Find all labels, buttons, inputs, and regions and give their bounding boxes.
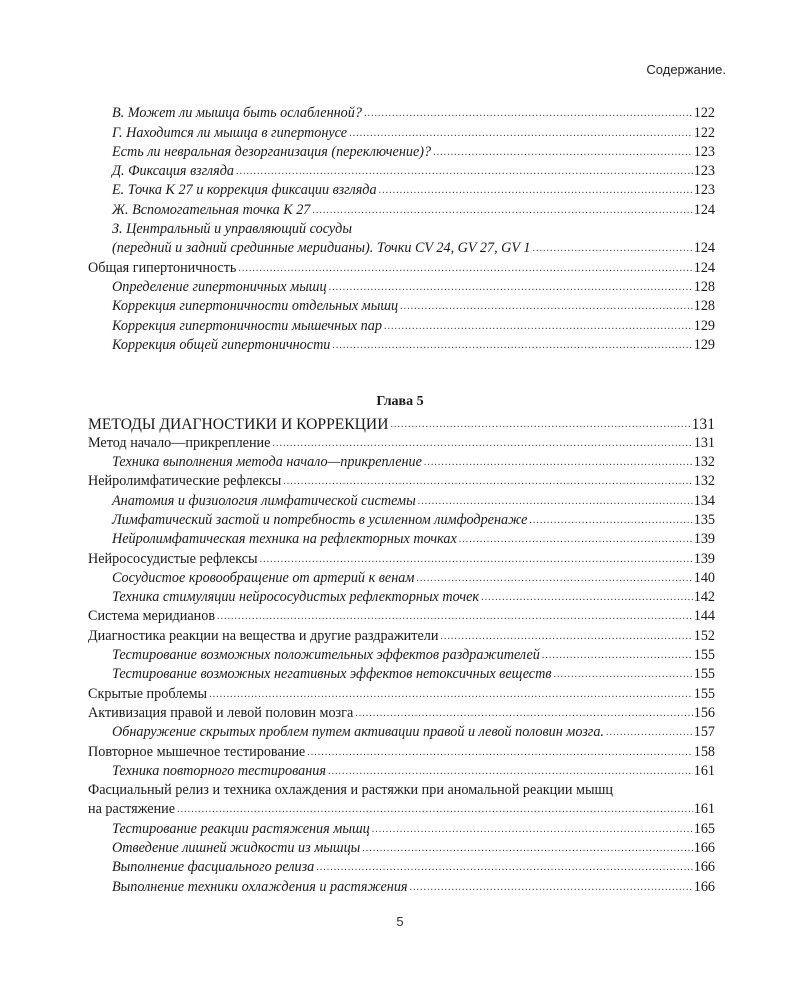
toc-entry[interactable] (88, 510, 715, 529)
toc-section-2 (88, 413, 715, 896)
dot-leader (329, 283, 693, 293)
toc-entry-title: на растяжение (88, 801, 176, 818)
dot-leader (316, 863, 692, 873)
toc-entry-title: Обнаружение скрытых проблем путем активации правой и левой половин мозга. (112, 724, 604, 741)
toc-entry-title: Ж. Вспомогательная точка К 27 (112, 201, 311, 218)
toc-entry[interactable] (88, 142, 715, 161)
dot-leader (418, 497, 693, 507)
dot-leader (416, 574, 692, 584)
dot-leader (481, 593, 693, 603)
toc-entry-page: 144 (693, 608, 715, 625)
toc-entry-title: Коррекция гипертоничности отдельных мышц (112, 298, 399, 315)
toc-entry[interactable] (88, 799, 715, 818)
toc-entry-page: 139 (693, 550, 715, 567)
dot-leader (379, 186, 693, 196)
toc-entry[interactable] (88, 587, 715, 606)
toc-entry-page: 152 (693, 627, 715, 644)
toc-entry-title: Техника выполнения метода начало—прикрепление (112, 454, 422, 471)
dot-leader (440, 632, 692, 642)
toc-entry[interactable] (88, 645, 715, 664)
dot-leader (217, 612, 693, 622)
dot-leader (400, 302, 693, 312)
dot-leader (177, 805, 693, 815)
toc-entry[interactable] (88, 199, 715, 218)
toc-entry-first-line: Фасциальный релиз и техника охлаждения и растяжки при аномальной реакции мышц (88, 782, 613, 799)
toc-entry[interactable] (88, 471, 715, 490)
toc-entry-page: 129 (693, 317, 715, 334)
toc-entry-page: 123 (693, 163, 715, 180)
toc-entry[interactable] (88, 818, 715, 837)
toc-entry-title: Отведение лишней жидкости из мышцы (112, 840, 361, 857)
toc-entry[interactable] (88, 568, 715, 587)
toc-entry-title: Повторное мышечное тестирование (88, 743, 306, 760)
toc-entry-page: 122 (693, 105, 715, 122)
dot-leader (390, 420, 690, 430)
toc-entry[interactable] (88, 857, 715, 876)
dot-leader (355, 709, 692, 719)
dot-leader (410, 883, 693, 893)
toc-entry-title: Коррекция гипертоничности мышечных пар (112, 317, 382, 334)
toc-entry-title: Тестирование реакции растяжения мышц (112, 820, 370, 837)
toc-entry-page: 128 (693, 278, 715, 295)
toc-entry-title: Выполнение техники охлаждения и растяжения (112, 878, 408, 895)
toc-entry-title: Метод начало—прикрепление (88, 434, 271, 451)
toc-entry[interactable] (88, 548, 715, 567)
toc-entry-page: 134 (693, 492, 715, 509)
toc-entry[interactable] (88, 761, 715, 780)
toc-entry[interactable] (88, 413, 715, 433)
toc-entry-title: (передний и задний срединные меридианы). Точки CV 24, GV 27, GV 1 (112, 240, 531, 257)
toc-entry-page: 158 (693, 743, 715, 760)
dot-leader (328, 767, 693, 777)
toc-entry[interactable] (88, 335, 715, 354)
toc-entry-page: 166 (693, 859, 715, 876)
toc-entry-title: В. Может ли мышца быть ослабленной? (112, 105, 362, 122)
toc-entry-title: Техника стимуляции нейрососудистых рефлекторных точек (112, 589, 480, 606)
dot-leader (433, 148, 693, 158)
toc-entry[interactable] (88, 490, 715, 509)
toc-entry-page: 155 (693, 685, 715, 702)
toc-entry-title: Скрытые проблемы (88, 685, 208, 702)
toc-entry-page: 155 (693, 666, 715, 683)
dot-leader (238, 264, 692, 274)
toc-entry[interactable] (88, 103, 715, 122)
toc-entry-page: 132 (693, 454, 715, 471)
toc-entry[interactable] (88, 433, 715, 452)
dot-leader (529, 516, 692, 526)
dot-leader (332, 341, 692, 351)
toc-entry-title: Нейролимфатические рефлексы (88, 473, 282, 490)
dot-leader (372, 825, 693, 835)
dot-leader (362, 844, 692, 854)
toc-entry[interactable] (88, 606, 715, 625)
toc-entry-title: Тестирование возможных негативных эффектов нетоксичных веществ (112, 666, 552, 683)
toc-entry-title: Техника повторного тестирования (112, 762, 326, 779)
toc-section-1 (88, 103, 715, 354)
dot-leader (364, 109, 693, 119)
toc-entry[interactable] (88, 876, 715, 895)
toc-entry-page: 155 (693, 647, 715, 664)
toc-entry-title: Нейролимфатическая техника на рефлекторных точках (112, 531, 457, 548)
toc-entry[interactable] (88, 238, 715, 257)
dot-leader (209, 690, 693, 700)
toc-entry-page: 140 (693, 569, 715, 586)
dot-leader (554, 670, 693, 680)
toc-entry[interactable] (88, 683, 715, 702)
toc-entry-page: 128 (693, 298, 715, 315)
toc-entry[interactable] (88, 315, 715, 334)
dot-leader (349, 129, 693, 139)
toc-entry-page: 124 (693, 259, 715, 276)
toc-entry-title: Выполнение фасциального релиза (112, 859, 315, 876)
toc-entry-title: Активизация правой и левой половин мозга (88, 704, 354, 721)
toc-entry[interactable] (88, 452, 715, 471)
toc-entry[interactable] (88, 703, 715, 722)
chapter-title: Глава 5 (376, 394, 424, 409)
toc-entry-title: Нейрососудистые рефлексы (88, 550, 258, 567)
toc-entry-first-line: З. Центральный и управляющий сосуды (112, 221, 352, 238)
toc-entry-title: Е. Точка К 27 и коррекция фиксации взгляда (112, 182, 377, 199)
toc-entry-page: 122 (693, 124, 715, 141)
toc-entry-title: Анатомия и физиология лимфатической системы (112, 492, 416, 509)
toc-entry-page: 139 (693, 531, 715, 548)
toc-entry[interactable] (88, 296, 715, 315)
toc-entry-title: Диагностика реакции на вещества и другие раздражители (88, 627, 439, 644)
running-title: Содержание. (646, 62, 726, 77)
toc-entry-title: Есть ли невральная дезорганизация (переключение)? (112, 143, 432, 160)
toc-entry-title: Д. Фиксация взгляда (112, 163, 234, 180)
toc-entry-title: Г. Находится ли мышца в гипертонусе (112, 124, 348, 141)
toc-entry-title: Сосудистое кровообращение от артерий к венам (112, 569, 415, 586)
toc-entry[interactable] (88, 722, 715, 741)
toc-entry-title: Лимфатический застой и потребность в усиленном лимфодренаже (112, 511, 528, 528)
toc-entry[interactable] (88, 180, 715, 199)
toc-entry-title: Общая гипертоничность (88, 259, 237, 276)
toc-entry[interactable] (88, 122, 715, 141)
toc-entry[interactable] (88, 277, 715, 296)
toc-entry-page: 135 (693, 511, 715, 528)
toc-entry-title: Система меридианов (88, 608, 216, 625)
toc-entry-page: 156 (693, 704, 715, 721)
toc-entry-title: Коррекция общей гипертоничности (112, 336, 331, 353)
toc-entry[interactable] (88, 664, 715, 683)
dot-leader (272, 439, 692, 449)
dot-leader (532, 244, 692, 254)
toc-entry-page: 157 (693, 724, 715, 741)
dot-leader (606, 728, 693, 738)
toc-entry[interactable] (88, 161, 715, 180)
dot-leader (283, 477, 692, 487)
toc-entry-page: 124 (693, 201, 715, 218)
toc-entry-page: 123 (693, 182, 715, 199)
dot-leader (312, 206, 692, 216)
toc-entry-page: 166 (693, 878, 715, 895)
toc-entry-page: 142 (693, 589, 715, 606)
toc-entry-page: 161 (693, 801, 715, 818)
dot-leader (384, 322, 693, 332)
toc-entry-title: Определение гипертоничных мышц (112, 278, 327, 295)
dot-leader (307, 748, 692, 758)
dot-leader (424, 458, 693, 468)
toc-entry-page: 123 (693, 143, 715, 160)
dot-leader (236, 167, 693, 177)
toc-entry-page: 124 (693, 240, 715, 257)
toc-entry[interactable] (88, 257, 715, 276)
toc-entry[interactable] (88, 529, 715, 548)
toc-entry[interactable] (88, 625, 715, 644)
toc-entry-page: 166 (693, 840, 715, 857)
dot-leader (260, 555, 693, 565)
dot-leader (459, 535, 693, 545)
toc-entry-page: 131 (693, 434, 715, 451)
toc-entry-page: 161 (693, 762, 715, 779)
toc-entry-page: 129 (693, 336, 715, 353)
toc-entry[interactable] (88, 741, 715, 760)
toc-entry-page: 132 (693, 473, 715, 490)
toc-entry-title: Тестирование возможных положительных эффектов раздражителей (112, 647, 540, 664)
toc-entry-title: МЕТОДЫ ДИАГНОСТИКИ И КОРРЕКЦИИ (88, 415, 389, 433)
toc-entry-page: 165 (693, 820, 715, 837)
page-number: 5 (396, 914, 404, 929)
toc-entry-page: 131 (691, 415, 715, 433)
toc-entry[interactable] (88, 838, 715, 857)
dot-leader (542, 651, 693, 661)
